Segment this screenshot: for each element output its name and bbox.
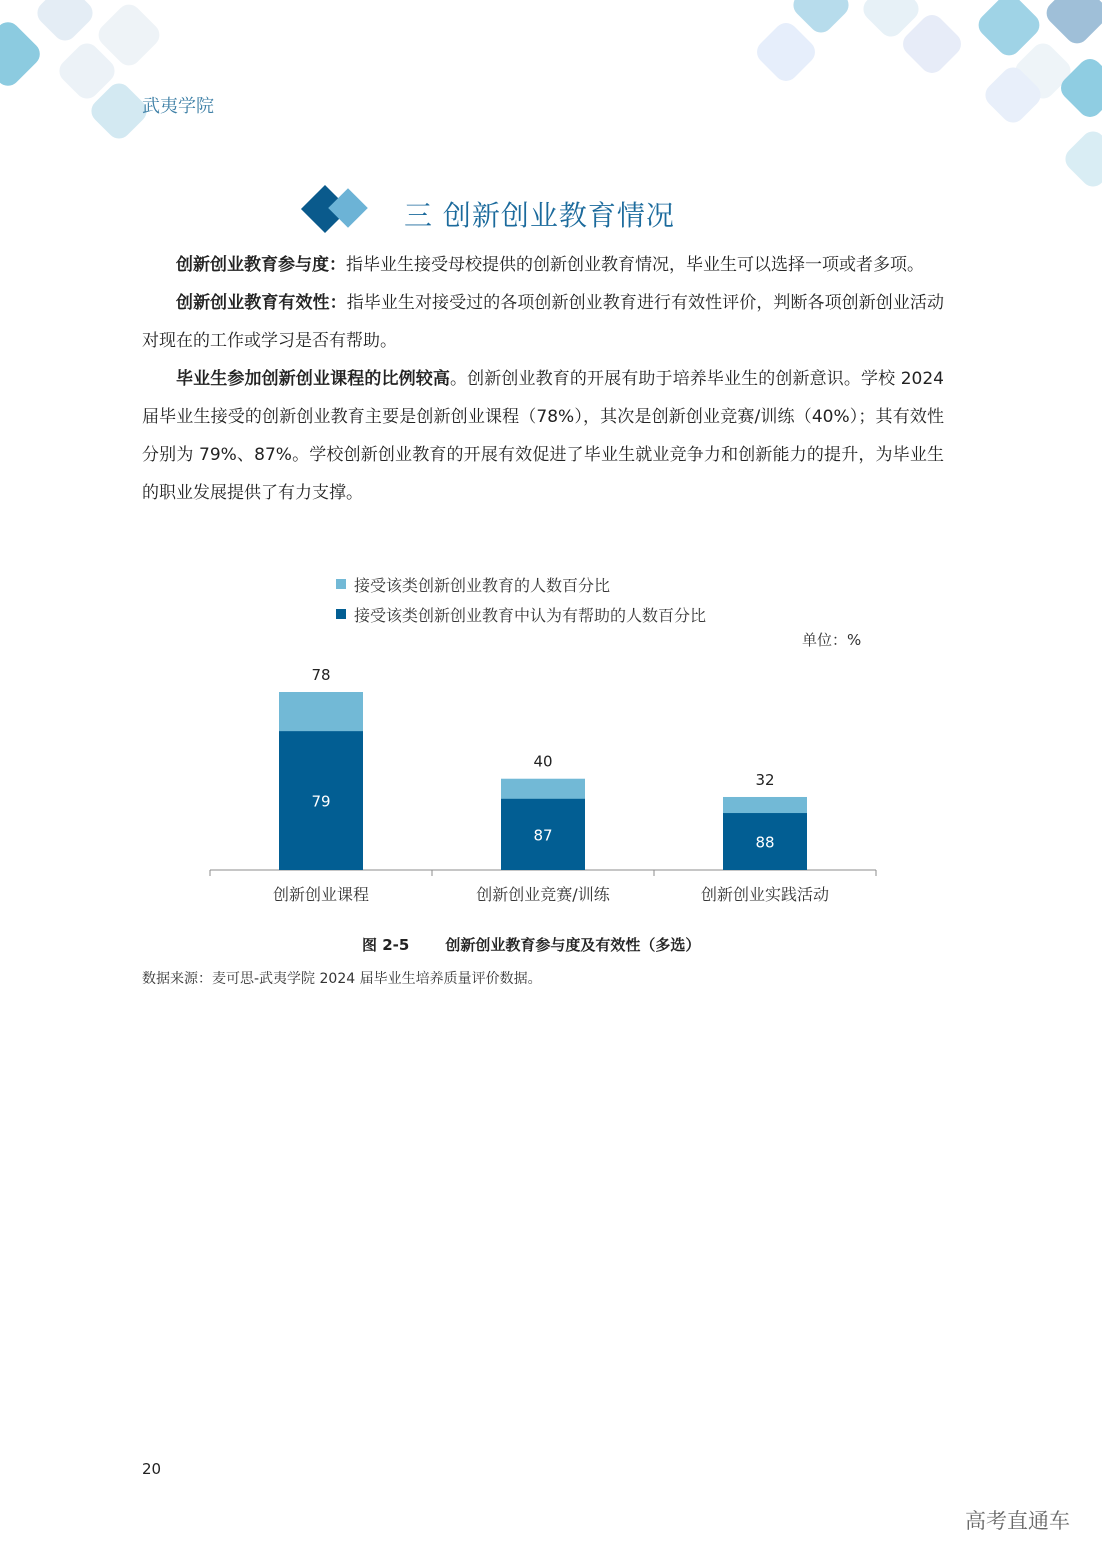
paragraph-lead: 毕业生参加创新创业课程的比例较高 bbox=[176, 369, 450, 389]
chart bbox=[200, 565, 900, 915]
x-tick-label: 创新创业实践活动 bbox=[700, 885, 830, 904]
decor-tile bbox=[0, 17, 45, 91]
data-label-outer: 78 bbox=[311, 666, 331, 684]
data-source: 数据来源：麦可思-武夷学院 2024 届毕业生培养质量评价数据。 bbox=[142, 971, 542, 987]
legend-label: 接受该类创新创业教育中认为有帮助的人数百分比 bbox=[354, 605, 707, 625]
paragraph-lead: 创新创业教育参与度： bbox=[176, 255, 346, 275]
chart-unit-label: 单位：% bbox=[802, 631, 862, 649]
page-number: 20 bbox=[142, 1460, 162, 1478]
paragraph bbox=[142, 246, 944, 284]
decor-tile bbox=[1060, 126, 1102, 191]
decor-tile bbox=[32, 0, 97, 46]
watermark: 高考直通车 bbox=[965, 1509, 1070, 1533]
data-label-outer: 40 bbox=[533, 752, 553, 771]
section-title: 三 创新创业教育情况 bbox=[404, 199, 675, 232]
paragraph bbox=[142, 360, 944, 512]
figure-title: 创新创业教育参与度及有效性（多选） bbox=[445, 936, 701, 954]
paragraph-body: 。创新创业教育的开展有助于培养毕业生的创新意识。学校 2024 届毕业生接受的创新创业教育主要是创新创业课程（78%），其次是创新创业竞赛/训练（40%）；其有效性分别为 79%、87%。学校创新创业教育的开展有效促进了毕业生就业竞争力和创新能力的提升，为毕业生的职业发展提供了有力支撑。 bbox=[142, 369, 944, 503]
figure-number: 图 2-5 bbox=[362, 936, 410, 954]
x-tick-label: 创新创业课程 bbox=[272, 885, 370, 904]
data-label-inner: 87 bbox=[533, 826, 553, 845]
paragraph-body: 指毕业生接受母校提供的创新创业教育情况，毕业生可以选择一项或者多项。 bbox=[346, 255, 924, 275]
data-label-inner: 79 bbox=[311, 792, 331, 811]
body-text bbox=[142, 246, 944, 512]
paragraph-body: 指毕业生对接受过的各项创新创业教育进行有效性评价，判断各项创新创业活动对现在的工作或学习是否有帮助。 bbox=[142, 293, 945, 351]
header-org-name: 武夷学院 bbox=[142, 96, 214, 117]
paragraph bbox=[142, 284, 944, 360]
legend-label: 接受该类创新创业教育的人数百分比 bbox=[354, 575, 611, 595]
figure-caption bbox=[362, 934, 700, 955]
decor-tile bbox=[1042, 0, 1102, 48]
data-label-outer: 32 bbox=[755, 770, 775, 789]
data-label-inner: 88 bbox=[755, 833, 775, 852]
bar-chart bbox=[200, 565, 900, 915]
section-heading bbox=[298, 186, 858, 242]
decor-tile bbox=[752, 18, 820, 86]
paragraph-lead: 创新创业教育有效性： bbox=[176, 293, 347, 313]
x-tick-label: 创新创业竞赛/训练 bbox=[476, 885, 610, 904]
